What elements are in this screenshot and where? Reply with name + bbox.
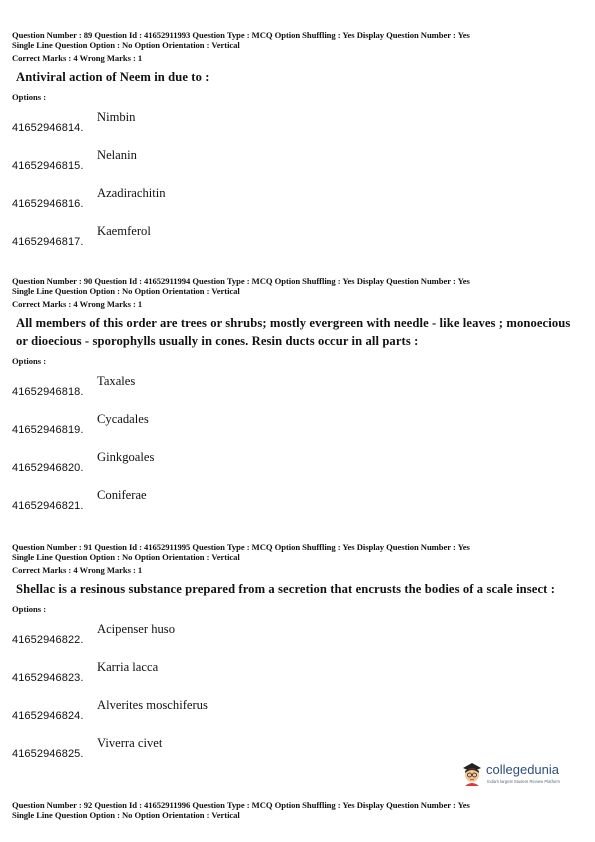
question-meta-line2: Single Line Question Option : No Option Orientation : Vertical [12, 40, 240, 51]
question-meta-line1: Question Number : 92 Question Id : 41652911996 Question Type : MCQ Option Shuffling : Yes Display Question Number : Yes [12, 800, 470, 810]
option-item[interactable] [12, 404, 582, 442]
option-id: 41652946819. [12, 424, 84, 437]
option-item[interactable] [12, 690, 582, 728]
options-list [12, 102, 582, 254]
question-marks: Correct Marks : 4 Wrong Marks : 1 [12, 52, 143, 63]
option-text: Cycadales [97, 412, 149, 427]
question-90 [12, 276, 582, 518]
question-meta-line1: Question Number : 90 Question Id : 41652911994 Question Type : MCQ Option Shuffling : Yes Display Question Number : Yes [12, 276, 470, 286]
option-id: 41652946818. [12, 386, 84, 399]
option-id: 41652946823. [12, 672, 84, 685]
question-89 [12, 30, 582, 254]
option-text: Taxales [97, 374, 136, 389]
option-item[interactable] [12, 614, 582, 652]
option-item[interactable] [12, 366, 582, 404]
options-label: Options : [12, 604, 47, 615]
options-list [12, 366, 582, 518]
option-text: Kaemferol [97, 224, 151, 239]
option-text: Ginkgoales [97, 450, 155, 465]
option-item[interactable] [12, 140, 582, 178]
watermark-brand: collegedunia [486, 762, 560, 777]
question-meta-line2: Single Line Question Option : No Option Orientation : Vertical [12, 810, 240, 821]
option-id: 41652946820. [12, 462, 84, 475]
option-text: Nimbin [97, 110, 136, 125]
question-stem: Shellac is a resinous substance prepared from a secretion that encrusts the bodies of a scale insect : [16, 582, 556, 597]
option-item[interactable] [12, 178, 582, 216]
question-stem: All members of this order are trees or shrubs; mostly evergreen with needle - like leaves ; monoecious or dioecious - sporophylls usually in cones. Resin ducts occur in all parts : [16, 316, 571, 349]
option-id: 41652946821. [12, 500, 84, 513]
option-item[interactable] [12, 216, 582, 254]
option-text: Karria lacca [97, 660, 159, 675]
question-marks: Correct Marks : 4 Wrong Marks : 1 [12, 564, 143, 575]
option-text: Azadirachitin [97, 186, 166, 201]
options-label: Options : [12, 356, 47, 367]
watermark-tagline: India's largest Student Review Platform [487, 779, 560, 784]
option-item[interactable] [12, 652, 582, 690]
question-stem: Antiviral action of Neem in due to : [16, 70, 210, 85]
option-item[interactable] [12, 442, 582, 480]
question-91 [12, 542, 582, 766]
option-id: 41652946817. [12, 236, 84, 249]
option-text: Alverites moschiferus [97, 698, 208, 713]
option-text: Acipenser huso [97, 622, 175, 637]
question-marks: Correct Marks : 4 Wrong Marks : 1 [12, 298, 143, 309]
option-id: 41652946815. [12, 160, 84, 173]
option-id: 41652946822. [12, 634, 84, 647]
question-meta-line1: Question Number : 91 Question Id : 41652911995 Question Type : MCQ Option Shuffling : Yes Display Question Number : Yes [12, 542, 470, 552]
option-id: 41652946814. [12, 122, 84, 135]
question-meta-line2: Single Line Question Option : No Option Orientation : Vertical [12, 286, 240, 297]
option-id: 41652946825. [12, 748, 84, 761]
option-item[interactable] [12, 480, 582, 518]
option-text: Viverra civet [97, 736, 163, 751]
student-mascot-icon [460, 760, 484, 786]
option-id: 41652946824. [12, 710, 84, 723]
question-meta-line2: Single Line Question Option : No Option Orientation : Vertical [12, 552, 240, 563]
option-item[interactable] [12, 102, 582, 140]
option-text: Coniferae [97, 488, 147, 503]
option-text: Nelanin [97, 148, 137, 163]
options-label: Options : [12, 92, 47, 103]
question-meta-line1: Question Number : 89 Question Id : 41652911993 Question Type : MCQ Option Shuffling : Yes Display Question Number : Yes [12, 30, 470, 40]
question-92-header [12, 800, 582, 821]
options-list [12, 614, 582, 766]
collegedunia-watermark [460, 760, 560, 790]
option-id: 41652946816. [12, 198, 84, 211]
